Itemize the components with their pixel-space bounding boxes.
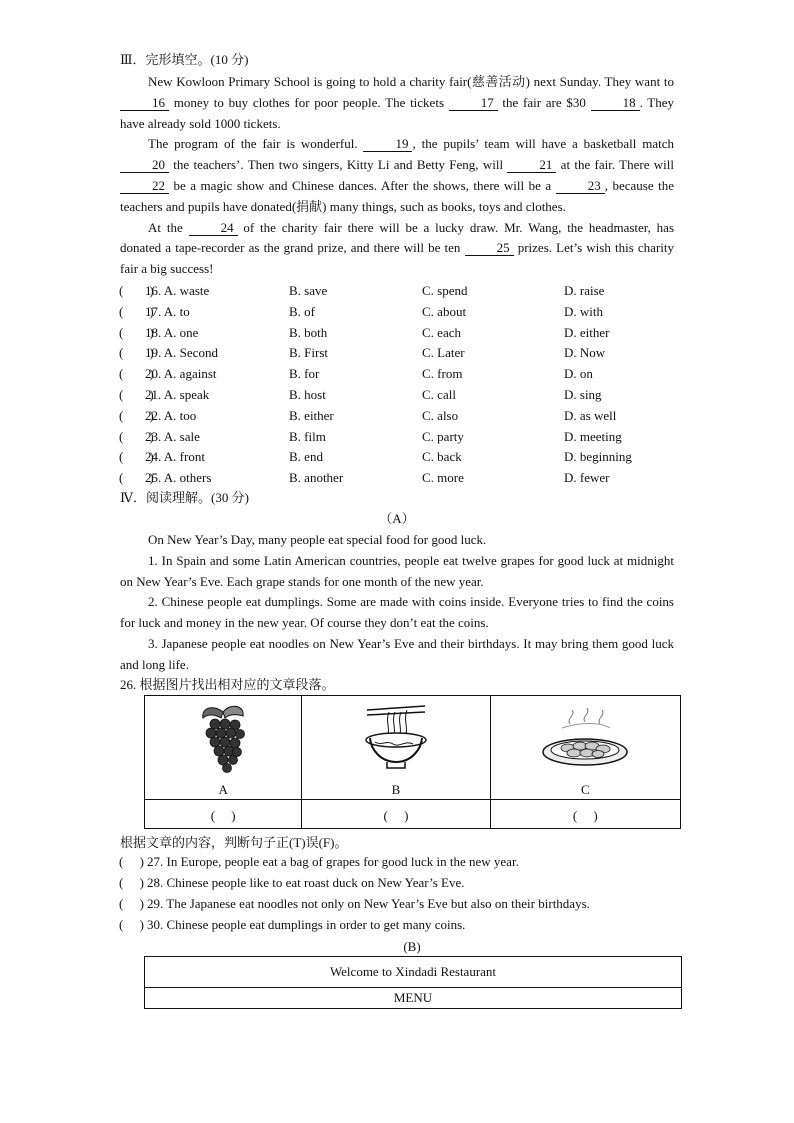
tf-row-30	[119, 915, 679, 936]
tf-row-28	[119, 873, 679, 894]
dumplings-plate-icon	[540, 702, 630, 778]
section-3-title: Ⅲ．完形填空。(10 分)	[120, 52, 249, 67]
answer-paren[interactable]: ( )	[119, 303, 154, 319]
option-c: C. call	[422, 387, 456, 402]
question-row-23	[119, 427, 679, 448]
reading-a-passage	[120, 530, 674, 676]
option-b: B. First	[289, 345, 329, 361]
menu-title: Welcome to Xindadi Restaurant	[145, 957, 681, 988]
option-d: D. on	[564, 366, 593, 382]
option-d: D. sing	[564, 387, 602, 402]
option-b: B. for	[289, 366, 320, 382]
part-b-heading: (B)	[403, 939, 421, 954]
option-c: C. from	[422, 366, 463, 382]
option-d: D. fewer	[564, 470, 610, 486]
reading-a-intro: On New Year’s Day, many people eat special food for good luck.	[148, 532, 487, 547]
option-c: C. spend	[422, 283, 468, 298]
option-b: B. host	[289, 387, 326, 402]
blank-25[interactable]: 25	[465, 240, 514, 256]
option-c: C. about	[422, 303, 467, 319]
option-b: B. end	[289, 449, 323, 465]
section-4-title: Ⅳ．阅读理解。(30 分)	[120, 490, 249, 505]
picture-label-b: B	[391, 782, 401, 797]
option-b: B. of	[289, 303, 315, 319]
option-c: C. each	[422, 324, 461, 340]
restaurant-menu-table	[144, 956, 682, 1009]
option-b: B. save	[289, 283, 328, 298]
question-row-21	[119, 385, 679, 406]
picture-label-a: A	[218, 782, 228, 797]
question-row-17	[119, 302, 679, 323]
tf-statement: 30. Chinese people eat dumplings in order to get many coins.	[147, 917, 466, 932]
menu-label: MENU	[393, 990, 433, 1005]
answer-paren[interactable]: ( )	[119, 854, 144, 869]
option-c: C. party	[422, 428, 464, 444]
option-a: 16. A. waste	[145, 283, 210, 298]
option-a: 18. A. one	[145, 324, 199, 340]
answer-paren[interactable]: ( )	[119, 324, 154, 340]
reading-a-item-1: 1. In Spain and some Latin American countries, people eat twelve grapes for good luck at midnight on New Year’s Eve. Each grape stands for one month of the new year.	[120, 552, 674, 589]
picture-cell-c	[490, 696, 680, 800]
cloze-passage	[120, 72, 674, 280]
blank-22[interactable]: 22	[120, 178, 169, 194]
blank-16[interactable]: 16	[120, 95, 169, 111]
option-d: D. beginning	[564, 449, 632, 465]
option-d: D. Now	[564, 345, 606, 361]
option-c: C. Later	[422, 345, 465, 361]
picture-cell-b	[302, 696, 490, 800]
true-false-instructions: 根据文章的内容，判断句子正(T)误(F)。	[120, 835, 348, 850]
option-a: 23. A. sale	[145, 428, 200, 444]
question-row-16	[119, 281, 679, 302]
option-a: 21. A. speak	[145, 387, 210, 402]
answer-paren[interactable]: ( )	[119, 366, 154, 382]
tf-statement: 29. The Japanese eat noodles not only on New Year’s Eve but also on their birthdays.	[147, 896, 590, 911]
answer-paren[interactable]: ( )	[119, 428, 154, 444]
blank-18[interactable]: 18	[591, 95, 640, 111]
picture-match-table	[144, 695, 681, 829]
question-row-22	[119, 406, 679, 427]
option-b: B. both	[289, 324, 328, 340]
cloze-paragraph-1: New Kowloon Primary School is going to hold a charity fair(慈善活动) next Sunday. They want to 16 money to buy clothes for poor people. The tickets 17 the fair are $30 18 . They have already sold 1000 tickets.	[120, 74, 674, 131]
answer-paren[interactable]: ( )	[119, 387, 154, 402]
question-row-20	[119, 364, 679, 385]
reading-a-item-3: 3. Japanese people eat noodles on New Year’s Eve and their birthdays. It may bring them good luck and long life.	[120, 635, 674, 672]
cloze-paragraph-2: The program of the fair is wonderful. 19 , the pupils’ team will have a basketball match 20 the teachers’. Then two singers, Kitty Li and Betty Feng, will 21 at the fair. There will 22 be a magic show and Chinese dances. After the shows, there will be a 23 , because the teachers and pupils have donated(捐献) many things, such as books, toys and clothes.	[120, 136, 675, 214]
part-a-heading: （A）	[379, 511, 415, 526]
answer-paren[interactable]: ( )	[119, 917, 144, 932]
option-d: D. either	[564, 324, 610, 340]
question-row-19	[119, 343, 679, 364]
option-a: 25. A. others	[145, 470, 212, 486]
answer-cell-a[interactable]: ( )	[145, 800, 302, 829]
picture-label-c: C	[580, 782, 590, 797]
noodles-bowl-icon	[361, 702, 431, 778]
tf-statement: 28. Chinese people like to eat roast duck on New Year’s Eve.	[147, 875, 465, 890]
option-a: 20. A. against	[145, 366, 217, 382]
option-b: B. either	[289, 407, 334, 423]
blank-21[interactable]: 21	[507, 157, 556, 173]
question-row-18	[119, 323, 679, 344]
option-d: D. as well	[564, 407, 617, 423]
reading-a-item-2: 2. Chinese people eat dumplings. Some are made with coins inside. Everyone tries to find the coins for luck and money in the new year. Of course they don’t eat the coins.	[120, 594, 674, 631]
blank-19[interactable]: 19	[363, 136, 412, 152]
question-26-prompt: 26. 根据图片找出相对应的文章段落。	[120, 677, 335, 692]
answer-cell-c[interactable]: ( )	[490, 800, 680, 829]
option-b: B. another	[289, 470, 344, 486]
answer-paren[interactable]: ( )	[119, 470, 154, 486]
option-d: D. with	[564, 303, 603, 319]
answer-paren[interactable]: ( )	[119, 283, 154, 298]
answer-paren[interactable]: ( )	[119, 896, 144, 911]
option-c: C. back	[422, 449, 462, 465]
option-a: 17. A. to	[145, 303, 190, 319]
tf-row-29	[119, 894, 679, 915]
answer-paren[interactable]: ( )	[119, 345, 154, 361]
picture-cell-a	[145, 696, 302, 800]
question-row-24	[119, 447, 679, 468]
option-c: C. more	[422, 470, 464, 486]
option-a: 19. A. Second	[145, 345, 218, 361]
option-d: D. raise	[564, 283, 605, 298]
option-d: D. meeting	[564, 428, 622, 444]
answer-paren[interactable]: ( )	[119, 449, 154, 465]
option-a: 24. A. front	[145, 449, 205, 465]
tf-statement: 27. In Europe, people eat a bag of grapes for good luck in the new year.	[147, 854, 519, 869]
option-c: C. also	[422, 407, 459, 423]
answer-paren[interactable]: ( )	[119, 407, 154, 423]
grapes-icon	[193, 702, 253, 778]
answer-cell-b[interactable]: ( )	[302, 800, 490, 829]
option-b: B. film	[289, 428, 326, 444]
blank-20[interactable]: 20	[120, 157, 169, 173]
tf-row-27	[119, 852, 679, 873]
blank-17[interactable]: 17	[449, 95, 498, 111]
option-a: 22. A. too	[145, 407, 197, 423]
blank-23[interactable]: 23	[556, 178, 605, 194]
answer-paren[interactable]: ( )	[119, 875, 144, 890]
question-row-25	[119, 468, 679, 489]
blank-24[interactable]: 24	[189, 220, 238, 236]
cloze-paragraph-3: At the 24 of the charity fair there will be a lucky draw. Mr. Wang, the headmaster, has donated a tape-recorder as the grand prize, and there will be ten 25 prizes. Let’s wish this charity fair a big success!	[120, 219, 675, 277]
